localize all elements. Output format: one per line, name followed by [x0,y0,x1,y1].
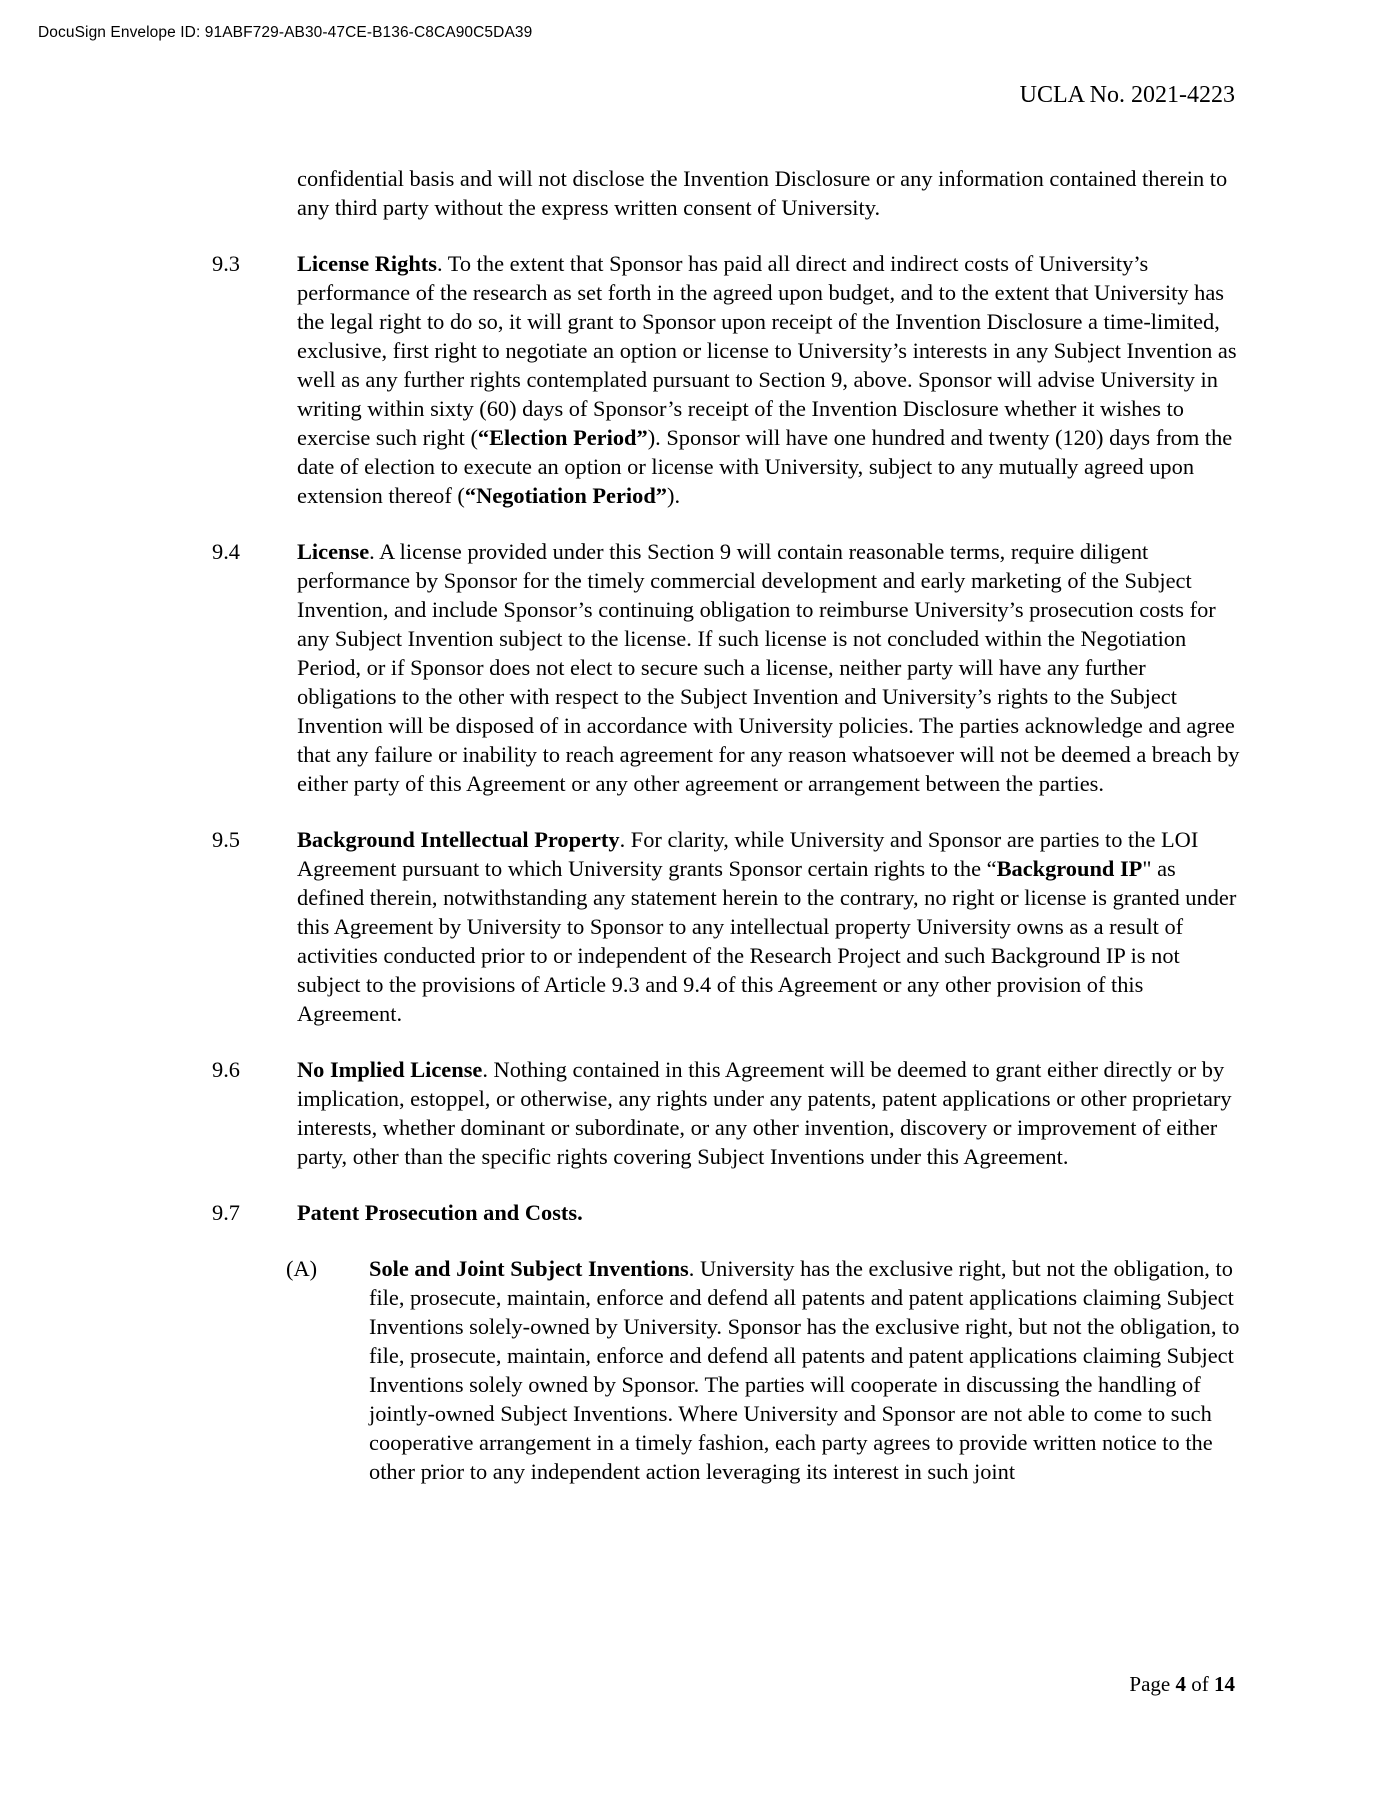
section-9-4 [212,537,1242,798]
page-label: Page [1129,1672,1171,1696]
section-9-7-a [286,1254,1242,1486]
defined-term: Background IP [996,856,1143,881]
section-title: License [297,539,370,564]
section-9-6 [212,1055,1242,1171]
docusign-envelope-id: DocuSign Envelope ID: 91ABF729-AB30-47CE-B136-C8CA90C5DA39 [38,24,533,41]
section-text [297,825,1242,1028]
section-9-5 [212,825,1242,1028]
section-number: 9.5 [212,827,240,852]
section-text [297,537,1242,798]
section-title: License Rights [297,251,437,276]
section-title: No Implied License [297,1057,483,1082]
subsection-number: (A) [286,1256,318,1281]
current-page: 4 [1175,1672,1186,1696]
document-reference-number: UCLA No. 2021-4223 [1019,82,1235,108]
section-text-part: . For clarity, while University and Sponsor are parties to the LOI Agreement pursuant to which University grants Sponsor certain rights to the “ [297,827,1199,881]
page-number [1129,1672,1235,1697]
defined-term: “Election Period” [477,425,648,450]
section-number: 9.3 [212,251,240,276]
subsection-text [369,1254,1242,1486]
section-text-part: . Nothing contained in this Agreement will be deemed to grant either directly or by implication, estoppel, or otherwise, any rights under any patents, patent applications or other proprietary interests, whether dominant or subordinate, or any other invention, discovery or improvement of either party, other than the specific rights covering Subject Inventions under this Agreement. [297,1057,1232,1169]
section-number: 9.6 [212,1057,240,1082]
section-text-part: . A license provided under this Section 9 will contain reasonable terms, require diligent performance by Sponsor for the timely commercial development and early marketing of the Subject Invention, and include Sponsor’s continuing obligation to reimburse University’s prosecution costs for any Subject Invention subject to the license. If such license is not concluded within the Negotiation Period, or if Sponsor does not elect to secure such a license, neither party will have any further obligations to the other with respect to the Subject Invention and University’s rights to the Subject Invention will be disposed of in accordance with University policies. The parties acknowledge and agree that any failure or inability to reach agreement for any reason whatsoever will not be deemed a breach by either party of this Agreement or any other agreement or arrangement between the parties. [297,539,1240,796]
document-body [212,164,1242,1486]
section-title: Patent Prosecution and Costs. [297,1200,583,1225]
total-pages: 14 [1214,1672,1235,1696]
section-text-part: ). [666,483,681,508]
section-number: 9.7 [212,1200,240,1225]
section-text-part: " as defined therein, notwithstanding any statement herein to the contrary, no right or license is granted under this Agreement by University to Sponsor to any intellectual property University owns as a result of activities conducted prior to or independent of the Research Project and such Background IP is not subject to the provisions of Article 9.3 and 9.4 of this Agreement or any other provision of this Agreement. [297,856,1237,1026]
section-title: Background Intellectual Property [297,827,620,852]
section-text [297,1055,1242,1171]
section-text-part: ). Sponsor will have one hundred and twenty (120) days from the date of election to execute an option or license with University, subject to any mutually agreed upon extension thereof ( [297,425,1233,508]
of-label: of [1191,1672,1209,1696]
section-text-part: . To the extent that Sponsor has paid all direct and indirect costs of University’s performance of the research as set forth in the agreed upon budget, and to the extent that University has the legal right to do so, it will grant to Sponsor upon receipt of the Invention Disclosure a time-limited, exclusive, first right to negotiate an option or license to University’s interests in any Subject Invention as well as any further rights contemplated pursuant to Section 9, above. Sponsor will advise University in writing within sixty (60) days of Sponsor’s receipt of the Invention Disclosure whether it wishes to exercise such right ( [297,251,1237,450]
section-text [297,249,1242,510]
subsection-title: Sole and Joint Subject Inventions [369,1256,689,1281]
defined-term: “Negotiation Period” [464,483,667,508]
subsection-text-part: . University has the exclusive right, but not the obligation, to file, prosecute, maintain, enforce and defend all patents and patent applications claiming Subject Inventions solely-owned by University. Sponsor has the exclusive right, but not the obligation, to file, prosecute, maintain, enforce and defend all patents and patent applications claiming Subject Inventions solely owned by Sponsor. The parties will cooperate in discussing the handling of jointly-owned Subject Inventions. Where University and Sponsor are not able to come to such cooperative arrangement in a timely fashion, each party agrees to provide written notice to the other prior to any independent action leveraging its interest in such joint [369,1256,1240,1484]
section-number: 9.4 [212,539,240,564]
section-text [297,1198,1242,1227]
section-9-3 [212,249,1242,510]
section-9-7 [212,1198,1242,1227]
continuation-paragraph: confidential basis and will not disclose the Invention Disclosure or any information contained therein to any third party without the express written consent of University. [297,166,1228,220]
